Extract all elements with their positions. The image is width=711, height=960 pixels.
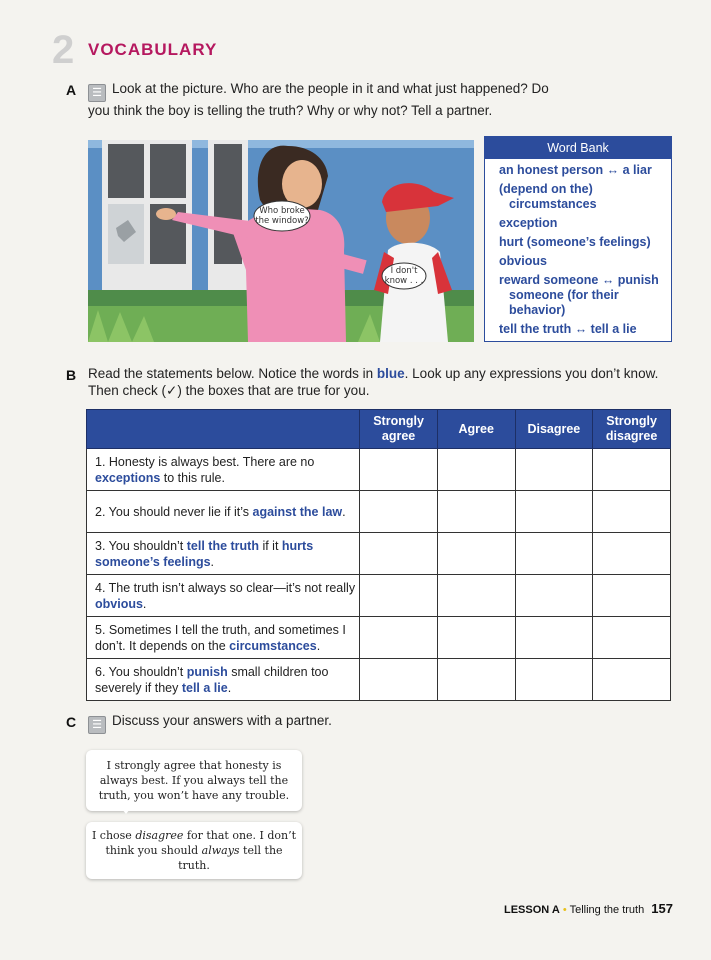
bubble2-text-2: for that one. I don’t think you should (105, 829, 297, 857)
statement-text: 2. You should never lie if it’s (95, 504, 253, 519)
section-title: VOCABULARY (88, 40, 218, 59)
word-bank-term: (depend on the) (499, 182, 593, 196)
statement-cell (87, 617, 360, 659)
page-footer (504, 901, 673, 916)
table-row (87, 659, 671, 701)
header-agree: Agree (437, 410, 515, 449)
section-a-letter: A (66, 82, 77, 98)
statement-text: 6. You shouldn’t (95, 664, 187, 679)
checkbox-disagree[interactable] (515, 575, 593, 617)
checkbox-strongly-agree[interactable] (360, 449, 438, 491)
table-row (87, 533, 671, 575)
checkbox-strongly-agree[interactable] (360, 575, 438, 617)
checkbox-disagree[interactable] (515, 617, 593, 659)
word-bank (484, 136, 672, 342)
boy-speech-line1: I don't (390, 266, 418, 276)
statement-cell (87, 449, 360, 491)
checkbox-strongly-disagree[interactable] (593, 617, 671, 659)
checkbox-strongly-disagree[interactable] (593, 533, 671, 575)
speech-bubble-1: I strongly agree that honesty is always best. If you always tell the truth, you won’t have any trouble. (86, 750, 302, 811)
checkbox-strongly-disagree[interactable] (593, 449, 671, 491)
agreement-table (86, 409, 671, 701)
section-b-instruction (88, 365, 668, 399)
woman-speech-line2: the window? (255, 216, 309, 226)
table-row (87, 491, 671, 533)
statement-text: . (316, 638, 321, 653)
statement-text: . (142, 596, 147, 611)
statement-text: small children too severely if they (95, 664, 329, 695)
woman-speech-line1: Who broke (259, 206, 305, 216)
checkbox-strongly-agree[interactable] (360, 617, 438, 659)
statement-cell (87, 533, 360, 575)
page-number: 157 (651, 901, 673, 916)
word-bank-list (485, 159, 671, 337)
statement-text: 5. Sometimes I tell the truth, and sometimes I don’t. It depends on the (95, 622, 346, 653)
statement-text: to this rule. (160, 470, 225, 485)
bubble2-text-3: tell the truth. (178, 844, 283, 872)
section-b-text-2: . Look up any expressions you don’t know. Then check (✓) the boxes that are true for you. (88, 366, 659, 398)
statement-text: 3. You shouldn’t (95, 538, 187, 553)
section-number: 2 (52, 28, 75, 72)
bubble2-italic-1: disagree (135, 829, 184, 842)
word-bank-term-continued: circumstances (509, 197, 597, 211)
checkbox-disagree[interactable] (515, 659, 593, 701)
word-bank-item (499, 273, 663, 318)
vocab-term: tell the truth (186, 538, 259, 553)
checkbox-agree[interactable] (437, 449, 515, 491)
vocab-term: tell a lie (181, 680, 228, 695)
word-bank-term: an honest person ↔ a liar (499, 163, 652, 177)
statement-cell (87, 491, 360, 533)
footer-bullet: • (562, 904, 567, 916)
vocab-term: obvious (95, 596, 143, 611)
checkbox-agree[interactable] (437, 533, 515, 575)
table-header-row (87, 410, 671, 449)
footer-topic: Telling the truth (569, 904, 645, 916)
checkbox-agree[interactable] (437, 617, 515, 659)
word-bank-term: hurt (someone’s feelings) (499, 235, 651, 249)
bubble2-italic-2: always (201, 844, 240, 857)
statement-text: if it (258, 538, 282, 553)
checkbox-strongly-disagree[interactable] (593, 575, 671, 617)
footer-lesson: LESSON A (504, 904, 560, 916)
checkbox-agree[interactable] (437, 575, 515, 617)
word-bank-item (499, 235, 663, 250)
section-c-text: Discuss your answers with a partner. (112, 713, 332, 728)
boy-speech-bubble (382, 263, 426, 289)
statement-text: . (210, 554, 215, 569)
statement-text: . (227, 680, 232, 695)
section-b-letter: B (66, 367, 77, 383)
checkbox-strongly-disagree[interactable] (593, 491, 671, 533)
vocab-term: circumstances (229, 638, 317, 653)
word-bank-title: Word Bank (485, 137, 671, 159)
header-statement (87, 410, 360, 449)
woman-speech-bubble (254, 201, 310, 231)
statement-cell (87, 575, 360, 617)
section-c-instruction (88, 712, 332, 734)
speech-bubble-1-tail (118, 804, 134, 814)
checkbox-strongly-agree[interactable] (360, 491, 438, 533)
checkbox-strongly-disagree[interactable] (593, 659, 671, 701)
word-bank-term-continued: someone (for their behavior) (509, 288, 619, 317)
word-bank-item (499, 254, 663, 269)
checkbox-strongly-agree[interactable] (360, 533, 438, 575)
word-bank-term: tell the truth ↔ tell a lie (499, 322, 637, 336)
section-c-letter: C (66, 714, 77, 730)
section-b-text-blue: blue (376, 366, 405, 381)
header-disagree: Disagree (515, 410, 593, 449)
table-row (87, 449, 671, 491)
word-bank-term: obvious (499, 254, 547, 268)
vocab-term: exceptions (95, 470, 161, 485)
checkbox-agree[interactable] (437, 659, 515, 701)
bubble2-text-1: I chose (91, 829, 136, 842)
pair-work-icon: ☰ (88, 716, 106, 734)
speech-bubble-2 (86, 822, 302, 879)
word-bank-item (499, 182, 663, 212)
checkbox-agree[interactable] (437, 491, 515, 533)
statement-text: . (342, 504, 346, 519)
word-bank-term: exception (499, 216, 558, 230)
section-a-instruction (88, 80, 568, 119)
checkbox-strongly-agree[interactable] (360, 659, 438, 701)
header-strongly-agree: Strongly agree (360, 410, 438, 449)
word-bank-item (499, 163, 663, 178)
pair-work-icon: ☰ (88, 84, 106, 102)
illustration-scene (88, 140, 474, 342)
section-b-text-1: Read the statements below. Notice the words in (88, 366, 377, 381)
word-bank-item (499, 322, 663, 337)
checkbox-disagree[interactable] (515, 449, 593, 491)
header-strongly-disagree: Strongly disagree (593, 410, 671, 449)
illustration (88, 140, 474, 342)
statement-text: 1. Honesty is always best. There are no (95, 454, 315, 469)
vocab-term: against the law (252, 504, 343, 519)
statement-text: 4. The truth isn’t always so clear—it’s not really (95, 580, 356, 595)
table-row (87, 575, 671, 617)
word-bank-term: reward someone ↔ punish (499, 273, 659, 287)
section-a-text: Look at the picture. Who are the people in it and what just happened? Do you think the boy is telling the truth? Why or why not? Tell a partner. (88, 81, 549, 118)
vocab-term: hurts someone’s feelings (95, 538, 314, 569)
boy-speech-line2: know . . . (384, 276, 424, 286)
table-body (87, 449, 671, 701)
checkbox-disagree[interactable] (515, 491, 593, 533)
statement-cell (87, 659, 360, 701)
word-bank-item (499, 216, 663, 231)
table-row (87, 617, 671, 659)
vocab-term: punish (186, 664, 228, 679)
checkbox-disagree[interactable] (515, 533, 593, 575)
